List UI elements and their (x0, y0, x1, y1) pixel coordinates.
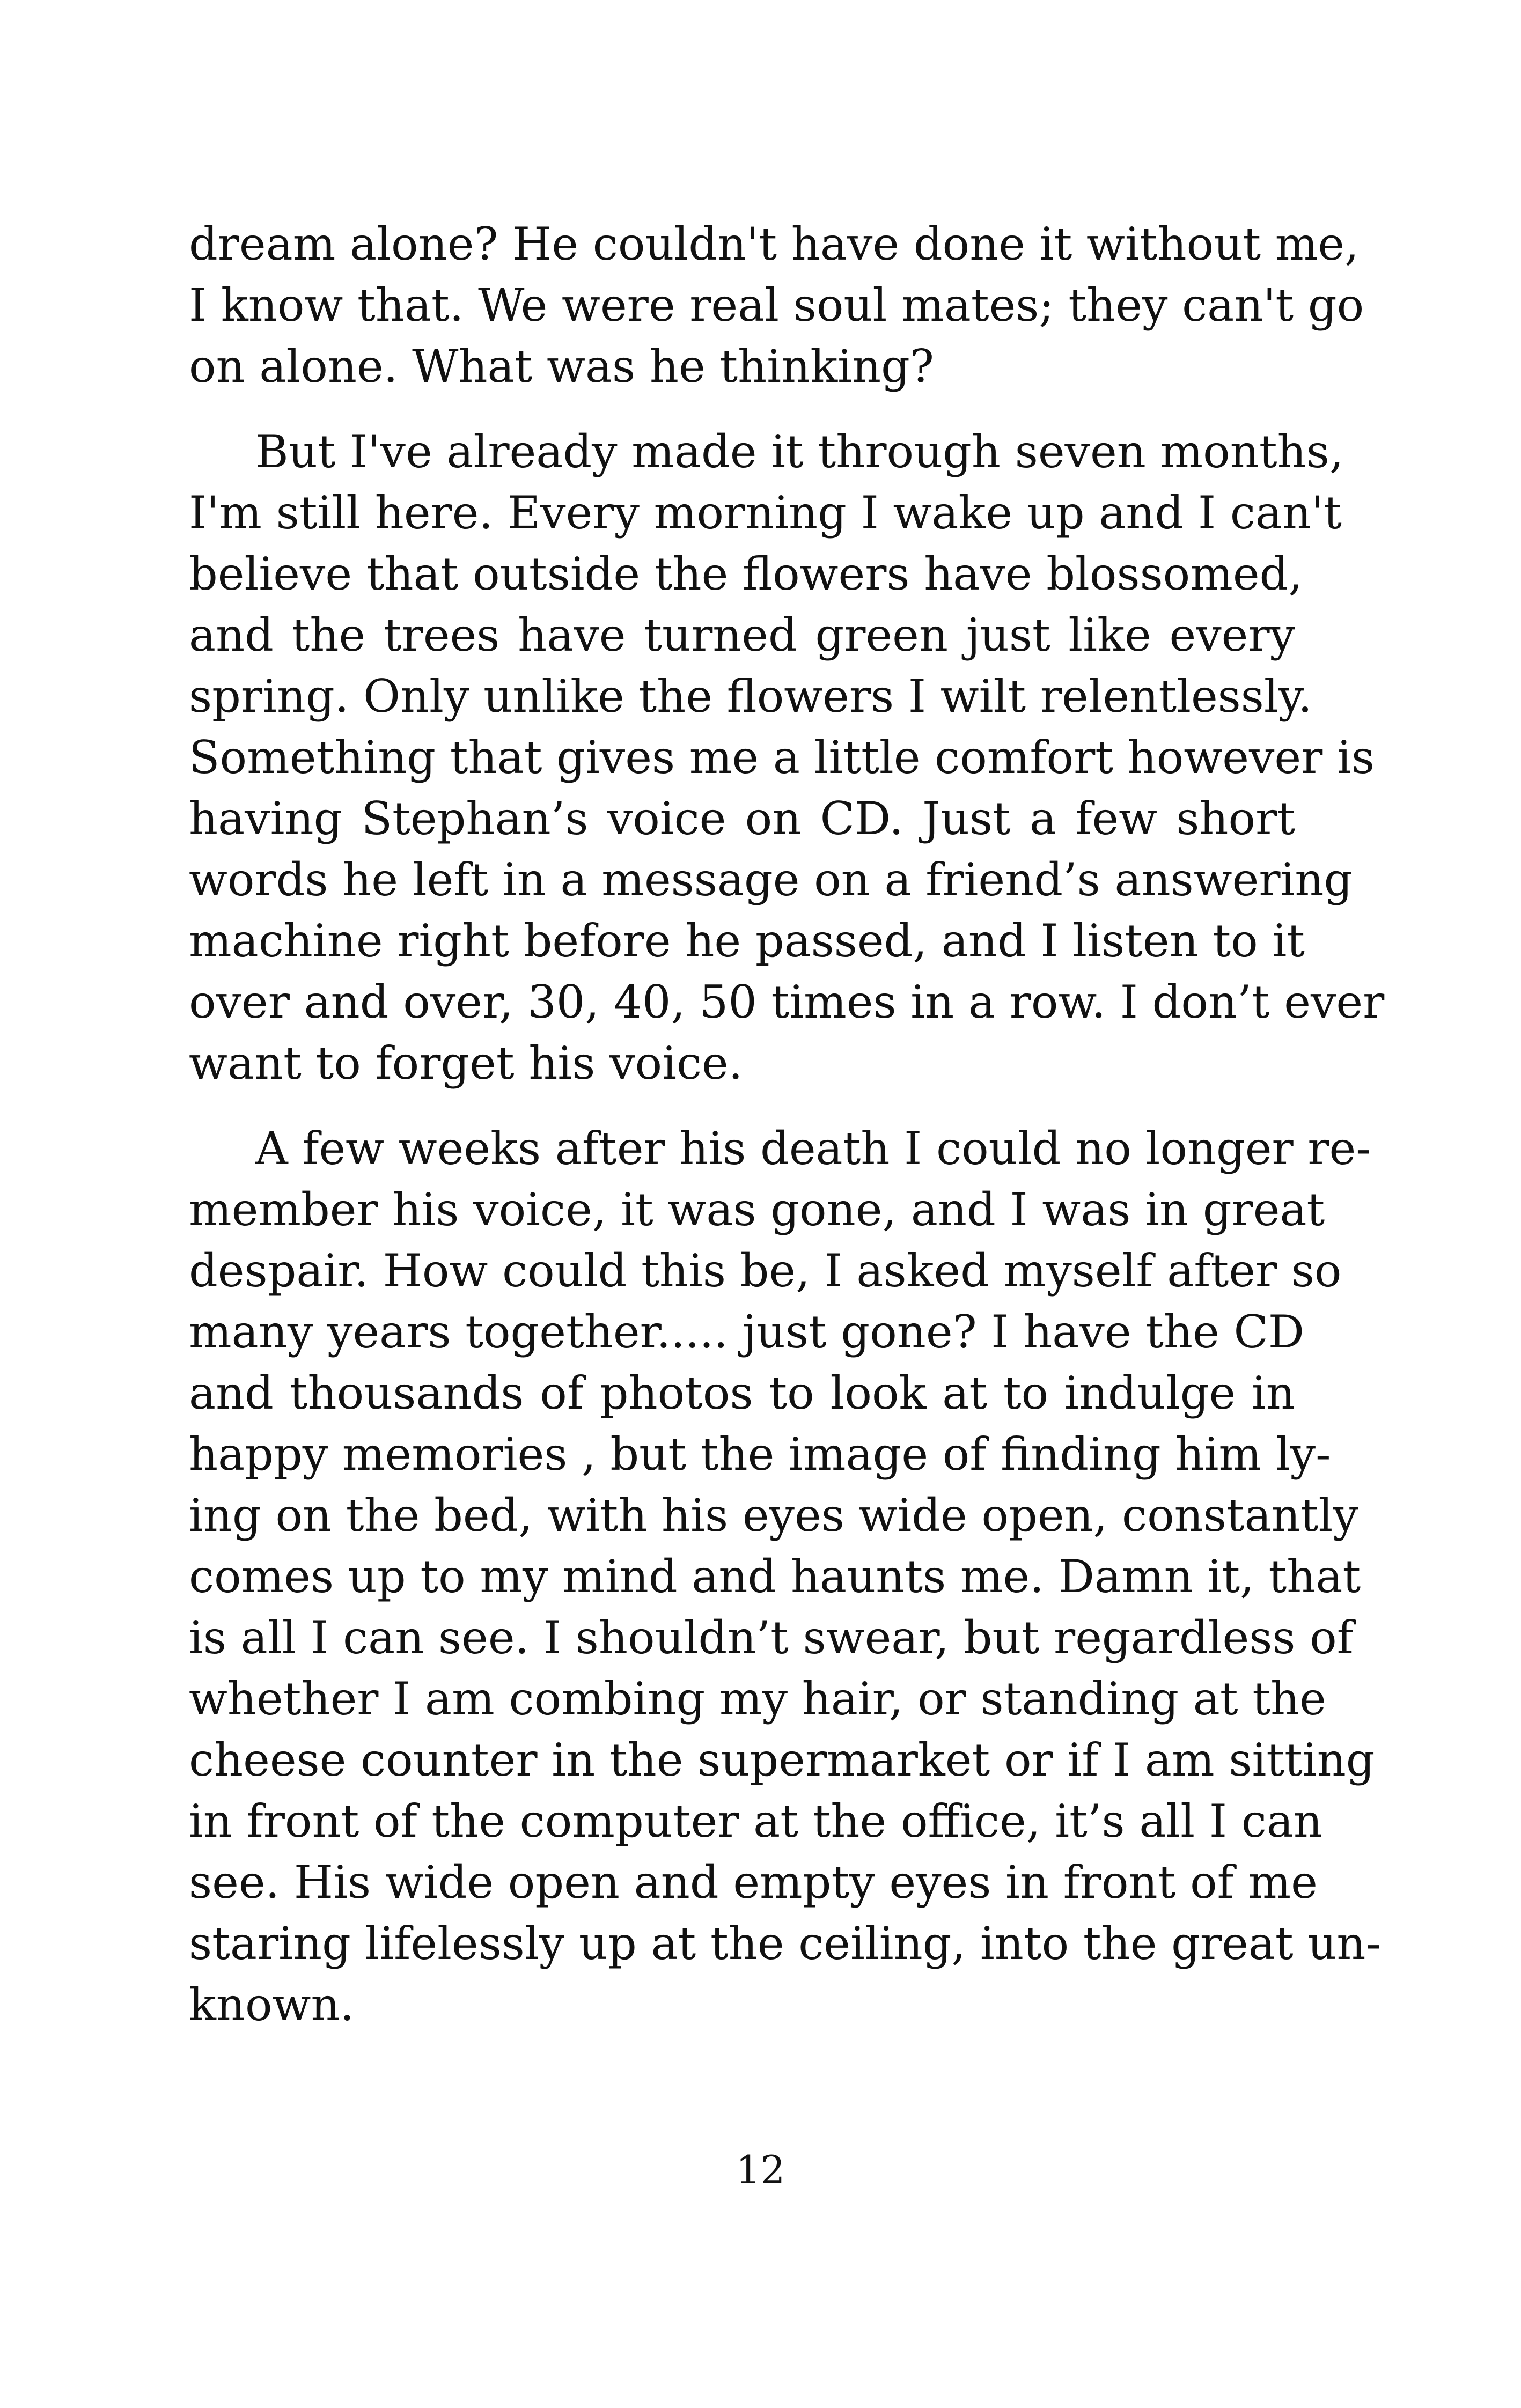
text-line: having Stephan’s voice on CD. Just a few short (189, 792, 1295, 845)
body-text (189, 213, 1385, 2035)
text-line: words he left in a message on a friend’s answering (189, 853, 1353, 906)
text-line: many years together..... just gone? I have the CD (189, 1306, 1305, 1358)
text-line: happy memories , but the image of finding him ly- (189, 1428, 1331, 1481)
paragraph-3 (189, 1118, 1381, 2035)
paragraph-1 (189, 213, 1364, 397)
text-line: and thousands of photos to look at to indulge in (189, 1367, 1295, 1419)
text-line: I know that. We were real soul mates; they can't go (189, 279, 1364, 332)
text-line: and the trees have turned green just like every (189, 609, 1295, 661)
text-line: ing on the bed, with his eyes wide open, constantly (189, 1489, 1358, 1542)
text-line: known. (189, 1978, 355, 2031)
text-line: machine right before he passed, and I listen to it (189, 915, 1305, 967)
text-line: member his voice, it was gone, and I was in great (189, 1183, 1325, 1236)
paragraph-2 (189, 421, 1385, 1094)
text-line: comes up to my mind and haunts me. Damn it, that (189, 1550, 1361, 1603)
text-line: is all I can see. I shouldn’t swear, but regardless of (189, 1611, 1354, 1664)
text-line: in front of the computer at the office, it’s all I can (189, 1795, 1322, 1847)
text-line: But I've already made it through seven months, (255, 425, 1344, 478)
text-line: over and over, 30, 40, 50 times in a row. I don’t ever (189, 976, 1385, 1028)
text-line: want to forget his voice. (189, 1037, 743, 1089)
text-line: believe that outside the flowers have blossomed, (189, 548, 1303, 600)
text-line: despair. How could this be, I asked myself after so (189, 1244, 1342, 1297)
text-line: whether I am combing my hair, or standing at the (189, 1673, 1326, 1725)
text-line: A few weeks after his death I could no longer re- (255, 1122, 1371, 1175)
page-number: 12 (736, 2147, 785, 2192)
text-line: spring. Only unlike the flowers I wilt relentlessly. (189, 670, 1312, 723)
paragraph-gap (189, 1094, 1295, 1118)
text-line: on alone. What was he thinking? (189, 340, 934, 393)
text-line: staring lifelessly up at the ceiling, into the great un- (189, 1917, 1381, 1970)
text-line: I'm still here. Every morning I wake up and I can't (189, 487, 1342, 539)
text-line: Something that gives me a little comfort however is (189, 731, 1375, 784)
text-line: dream alone? He couldn't have done it without me, (189, 218, 1359, 270)
paragraph-gap (189, 397, 1295, 421)
text-line: cheese counter in the supermarket or if I am sitting (189, 1734, 1375, 1786)
text-line: see. His wide open and empty eyes in front of me (189, 1856, 1318, 1909)
